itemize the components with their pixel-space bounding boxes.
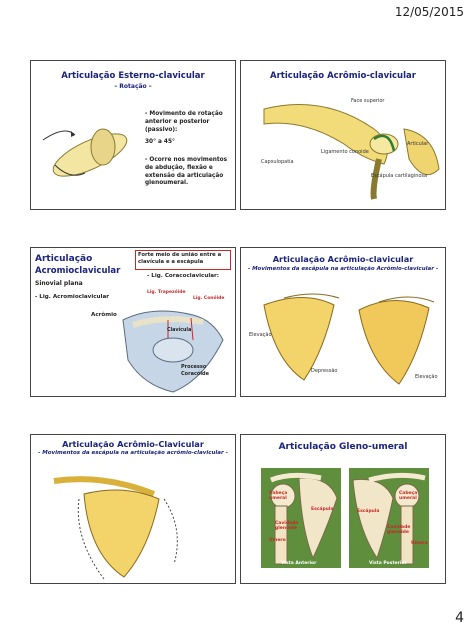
bullet-occurs: - Ocorre nos movimentos de abdução, flexão e extensão da articulação glenoumeral. [145, 157, 228, 187]
slide-title: Articulação Acrômio-Clavicular [62, 439, 204, 449]
slide-acromioclavicular [240, 60, 446, 210]
label-movement-1: Elevação [249, 332, 272, 338]
lig-acromioclavicular: - Lig. Acromioclavicular [35, 294, 109, 300]
slide-subtitle: - Movimentos da escápula na articulação Acrômio-clavicular - [247, 266, 439, 272]
header-date: 12/05/2015 [394, 5, 464, 19]
label-ligament: Ligamento conoide [321, 149, 369, 155]
bullet-rotation: - Movimento de rotação anterior e posterior (passivo): [145, 111, 223, 133]
label-movement-2: Depressão [311, 368, 338, 374]
label-ant-cabeca: Cabeça umeral [269, 491, 288, 501]
note-box [135, 250, 231, 270]
shoulder-ligament-illustration [113, 300, 233, 395]
label-post-escapula: Escápula [357, 509, 380, 514]
scapula-rotation-illustration [34, 469, 234, 584]
slide-title-line1: Articulação [35, 254, 93, 264]
label-acromio: Acrômio [91, 312, 117, 318]
posterior-view-illustration [349, 468, 429, 568]
lig-trapezoide: Lig. Trapezóide [147, 290, 186, 295]
slide-scapula-movements [240, 247, 446, 397]
label-vista-posterior: Vista Posterior [369, 561, 407, 566]
slide-acromioclavicular-ligaments [30, 247, 236, 397]
label-movement-3: Elevação [415, 374, 438, 380]
label-post-glenoide: Cavidade glenoide [387, 525, 411, 535]
label-post-umero: Úmero [411, 541, 428, 546]
lig-conoide: Lig. Conóide [193, 296, 225, 301]
slide-subtitle: – Rotação – [114, 83, 152, 90]
label-cartilage: Escápula cartilaginosa [371, 173, 428, 179]
page-number: 4 [455, 610, 464, 626]
label-vista-anterior: Vista Anterior [281, 561, 317, 566]
anterior-view-illustration [261, 468, 341, 568]
lig-coracoclavicular: - Lig. Coracoclavicular: [147, 273, 220, 279]
note-text: Forte meio de união entre a clavícula e a escápula [138, 252, 222, 266]
slide-title: Articulação Esterno-clavicular [61, 71, 205, 81]
clavicle-rotation-illustration [35, 95, 145, 205]
label-capsule: Capsulopatia [261, 159, 294, 165]
slide-subtitle: Sinovial plana [35, 280, 83, 287]
label-ant-escapula: Escápula [311, 507, 334, 512]
bullet-range: 30° a 45° [145, 139, 175, 145]
label-ant-umero: Úmero [269, 538, 286, 543]
slide-glenohumeral [240, 434, 446, 584]
slide-sternoclavicular-rotation [30, 60, 236, 210]
scapula-movement-illustration [244, 280, 444, 390]
posterior-view-panel [349, 468, 429, 568]
label-face-superior: Face superior [351, 98, 385, 104]
slide-title-line2: Acromioclavicular [35, 266, 121, 276]
slide-title: Articulação Acrômio-clavicular [272, 254, 414, 264]
label-ant-glenoide: Cavidade glenoide [275, 521, 299, 531]
label-articular: Articular [407, 141, 429, 147]
slide-subtitle: - Movimentos da escápula na articulação acrômio-clavicular - [38, 450, 228, 456]
anterior-view-panel [261, 468, 341, 568]
label-clavicula: Clavícula [167, 328, 192, 333]
label-post-cabeca: Cabeça umeral [399, 491, 418, 501]
slide-title: Articulação Acrômio-clavicular [270, 71, 416, 81]
label-processo-coracoide: Processo Coracóide [181, 364, 210, 377]
slide-acromioclavicular-movements [30, 434, 236, 584]
slide-title: Articulação Gleno-umeral [278, 442, 408, 452]
